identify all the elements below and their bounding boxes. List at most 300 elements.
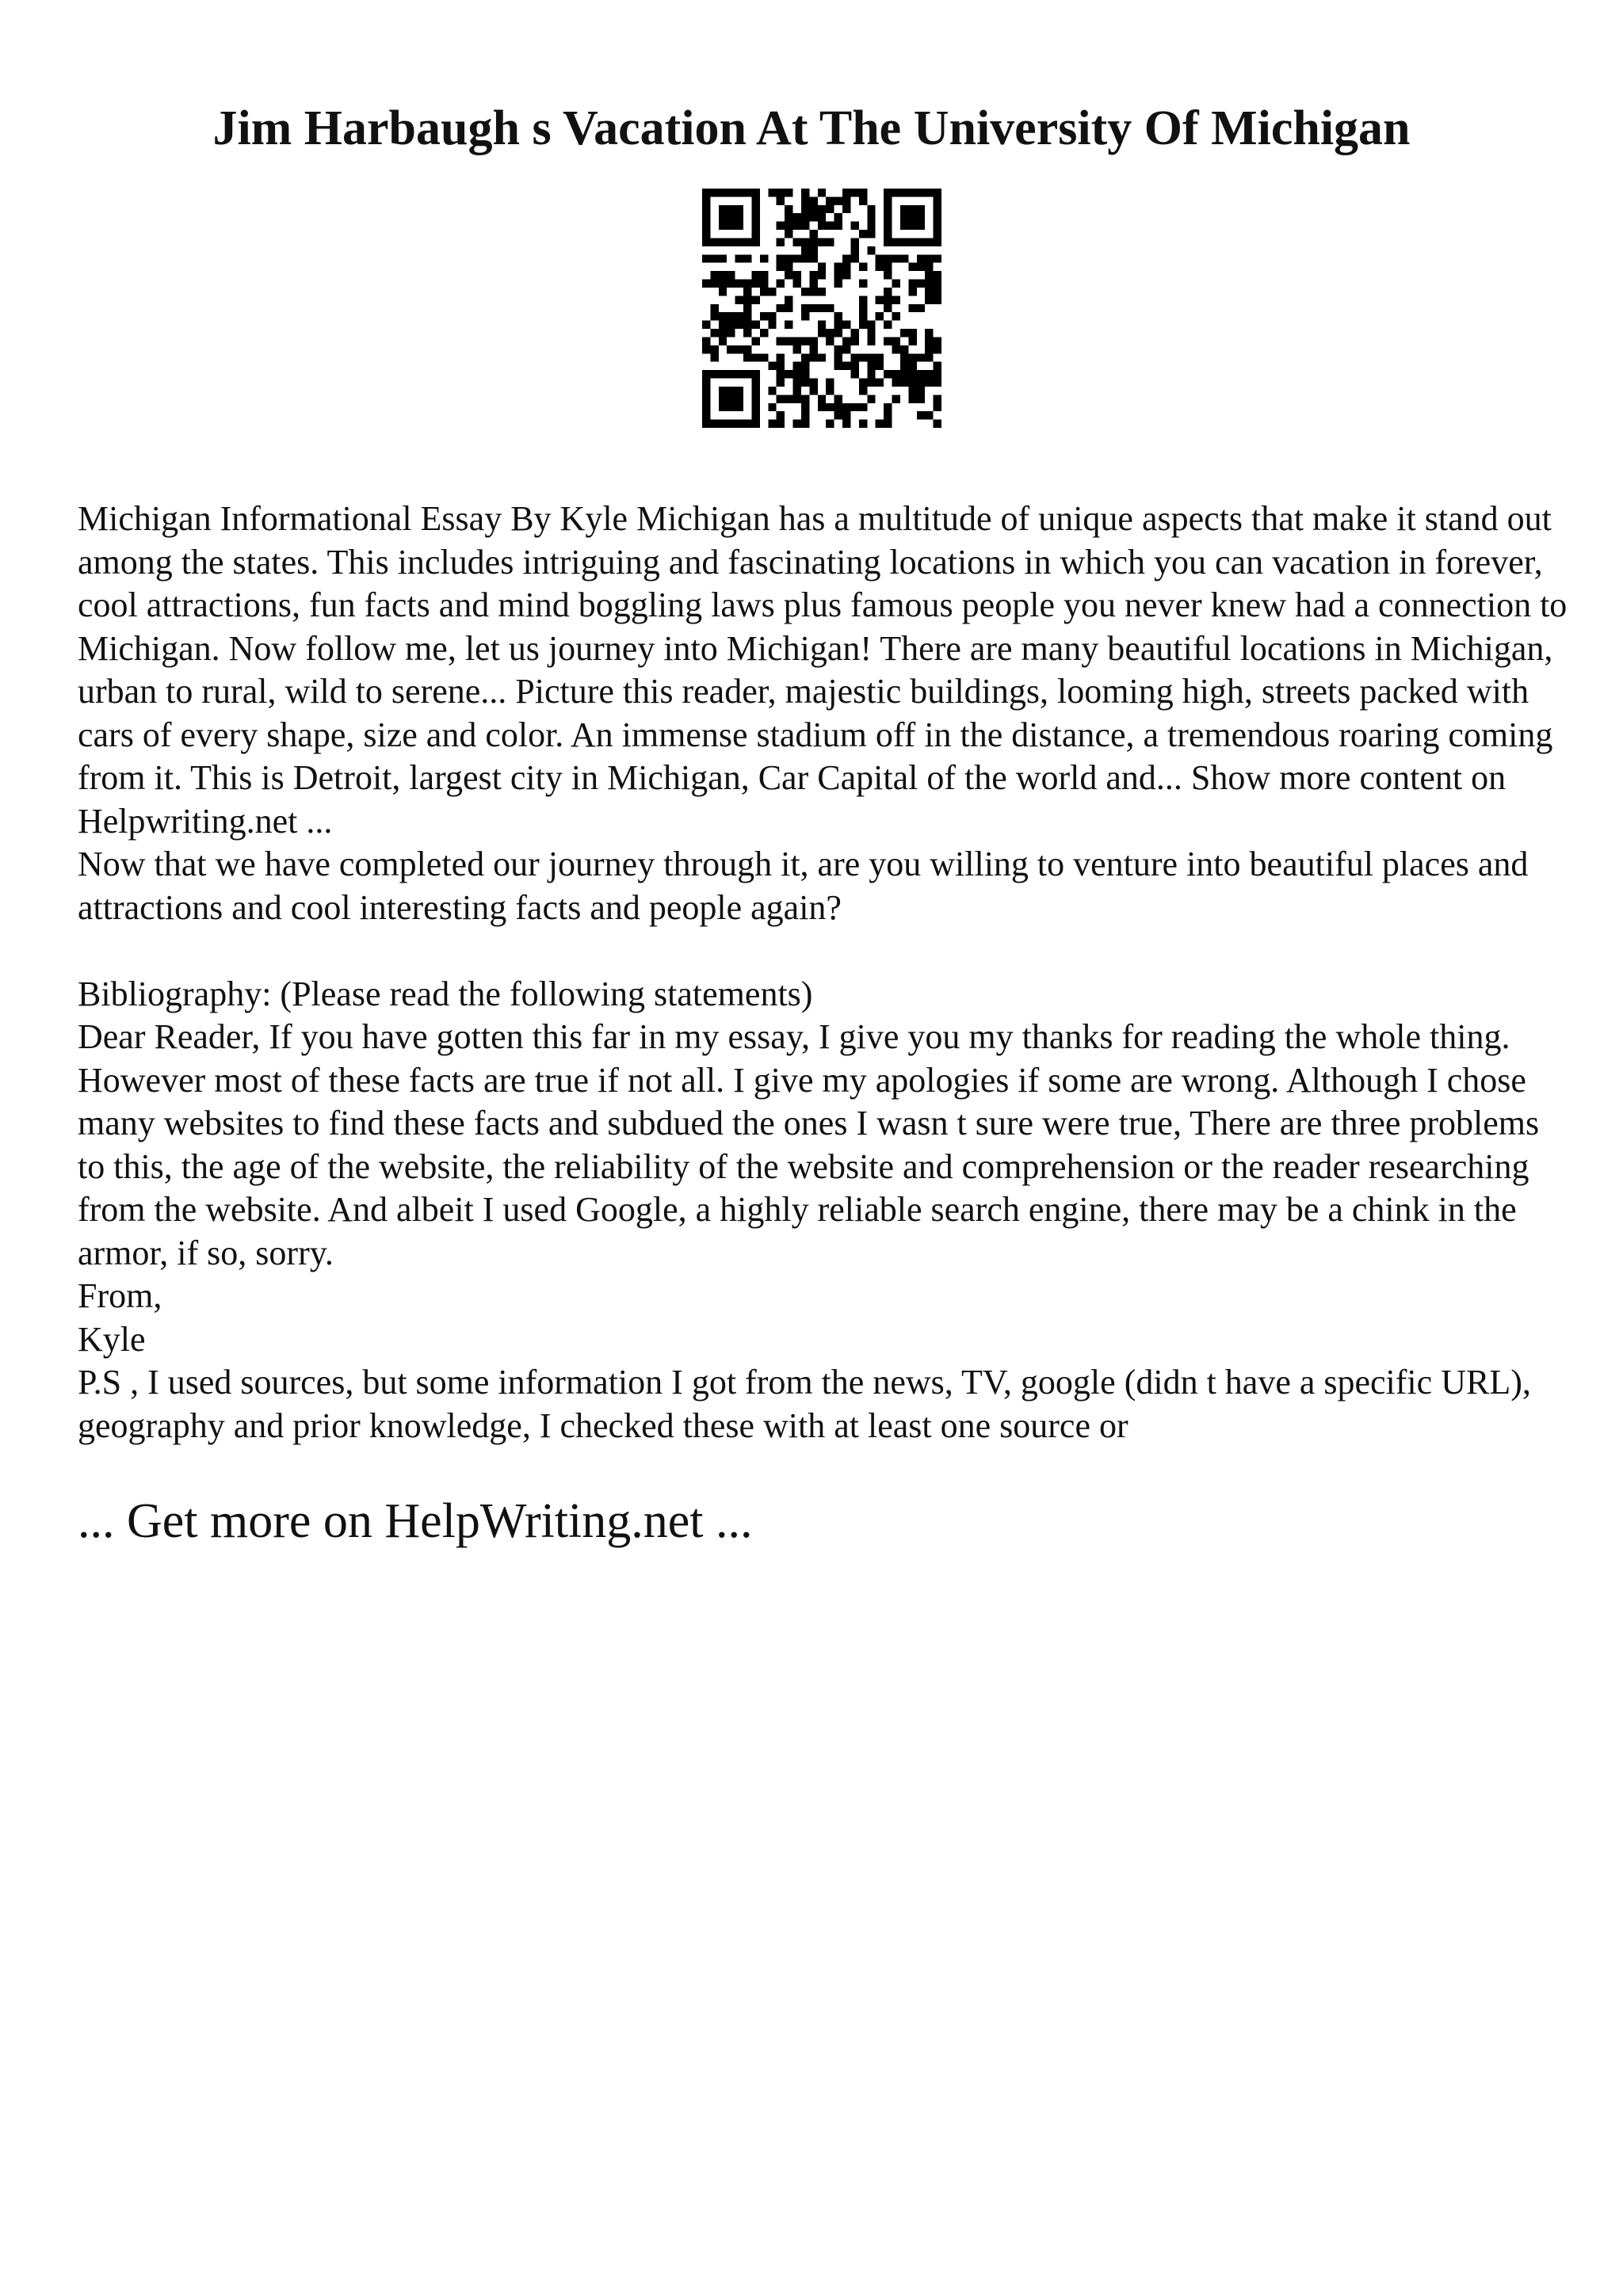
qr-module bbox=[785, 213, 792, 221]
qr-module bbox=[743, 329, 751, 337]
qr-module bbox=[702, 238, 710, 246]
qr-module bbox=[925, 288, 933, 296]
qr-module bbox=[719, 395, 727, 402]
qr-module bbox=[735, 345, 743, 353]
qr-module bbox=[826, 196, 834, 204]
qr-module bbox=[884, 230, 892, 238]
qr-module bbox=[892, 337, 900, 345]
qr-module bbox=[727, 387, 735, 395]
qr-module bbox=[785, 370, 792, 378]
qr-module bbox=[842, 263, 850, 271]
qr-module bbox=[917, 395, 925, 402]
get-more-link[interactable]: ... Get more on HelpWriting.net ... bbox=[78, 1494, 753, 1548]
qr-module bbox=[751, 395, 759, 402]
qr-module bbox=[777, 238, 785, 246]
qr-module bbox=[876, 362, 884, 370]
essay-paragraph-note: Dear Reader, If you have gotten this far in my essay, I give you my thanks for reading the whole thing. However most of these facts are true if not all. I give my apologies if some are wrong. Although I chose many websites to find these facts and subdued the ones I wasn t sure were true, There are three problems to this, the age of the website, the reliability of the website and comprehension or the reader researching from the website. And albeit I used Google, a highly reliable search engine, there may be a chink in the armor, if so, sorry. bbox=[78, 1017, 1540, 1272]
qr-module bbox=[892, 379, 900, 387]
qr-module bbox=[842, 420, 850, 428]
qr-module bbox=[777, 337, 785, 345]
qr-module bbox=[801, 304, 809, 312]
qr-module bbox=[768, 362, 776, 370]
qr-module bbox=[859, 379, 867, 387]
qr-module bbox=[917, 205, 925, 213]
qr-module bbox=[900, 238, 908, 246]
qr-module bbox=[710, 312, 718, 320]
qr-module bbox=[818, 213, 826, 221]
qr-module bbox=[710, 370, 718, 378]
qr-module bbox=[751, 411, 759, 419]
qr-module bbox=[801, 189, 809, 196]
qr-module bbox=[818, 263, 826, 271]
qr-module bbox=[777, 189, 785, 196]
qr-module bbox=[702, 213, 710, 221]
qr-module bbox=[842, 337, 850, 345]
qr-module bbox=[702, 254, 710, 262]
qr-module bbox=[934, 362, 941, 370]
qr-module bbox=[743, 189, 751, 196]
qr-module bbox=[884, 213, 892, 221]
qr-module bbox=[777, 263, 785, 271]
qr-module bbox=[793, 238, 801, 246]
qr-module bbox=[801, 337, 809, 345]
qr-module bbox=[743, 321, 751, 329]
qr-module bbox=[925, 280, 933, 288]
qr-module bbox=[751, 271, 759, 279]
qr-module bbox=[751, 370, 759, 378]
qr-module bbox=[834, 213, 842, 221]
qr-module bbox=[793, 271, 801, 279]
qr-module bbox=[735, 205, 743, 213]
qr-module bbox=[884, 403, 892, 411]
qr-module bbox=[892, 395, 900, 402]
qr-module bbox=[908, 395, 916, 402]
qr-module bbox=[809, 238, 817, 246]
qr-module bbox=[760, 353, 768, 361]
paragraph-spacer bbox=[78, 929, 1568, 973]
qr-module bbox=[777, 222, 785, 230]
qr-module bbox=[719, 288, 727, 296]
qr-module bbox=[735, 254, 743, 262]
qr-module bbox=[834, 263, 842, 271]
qr-module bbox=[785, 304, 792, 312]
qr-module bbox=[859, 353, 867, 361]
qr-module bbox=[900, 379, 908, 387]
qr-module bbox=[876, 254, 884, 262]
essay-paragraph-closing: Now that we have completed our journey through it, are you willing to venture into beautiful places and attractions and cool interesting facts and people again? bbox=[78, 845, 1529, 927]
qr-module bbox=[727, 420, 735, 428]
qr-module bbox=[785, 271, 792, 279]
qr-module bbox=[908, 304, 916, 312]
qr-module bbox=[743, 296, 751, 303]
qr-module bbox=[884, 271, 892, 279]
qr-module bbox=[751, 337, 759, 345]
qr-module bbox=[768, 387, 776, 395]
qr-module bbox=[727, 403, 735, 411]
qr-module bbox=[884, 222, 892, 230]
qr-module bbox=[925, 370, 933, 378]
qr-module bbox=[743, 345, 751, 353]
qr-module bbox=[735, 189, 743, 196]
qr-module bbox=[826, 337, 834, 345]
qr-module bbox=[867, 246, 875, 254]
qr-module bbox=[710, 353, 718, 361]
qr-module bbox=[908, 337, 916, 345]
qr-module bbox=[934, 189, 941, 196]
qr-module bbox=[908, 353, 916, 361]
qr-module bbox=[801, 288, 809, 296]
qr-module bbox=[760, 329, 768, 337]
qr-module bbox=[867, 230, 875, 238]
qr-module bbox=[850, 246, 858, 254]
qr-module bbox=[818, 321, 826, 329]
essay-body bbox=[78, 498, 1568, 1447]
qr-module bbox=[934, 288, 941, 296]
qr-module bbox=[859, 321, 867, 329]
qr-module bbox=[809, 288, 817, 296]
qr-module bbox=[793, 213, 801, 221]
qr-module bbox=[719, 387, 727, 395]
qr-module bbox=[809, 230, 817, 238]
qr-module bbox=[834, 353, 842, 361]
qr-module bbox=[727, 222, 735, 230]
qr-module bbox=[801, 379, 809, 387]
qr-module bbox=[735, 403, 743, 411]
qr-module bbox=[785, 337, 792, 345]
qr-module bbox=[719, 213, 727, 221]
qr-module bbox=[834, 403, 842, 411]
qr-module bbox=[719, 254, 727, 262]
qr-module bbox=[884, 288, 892, 296]
qr-module bbox=[785, 263, 792, 271]
qr-module bbox=[925, 337, 933, 345]
qr-module bbox=[727, 329, 735, 337]
qr-module bbox=[702, 205, 710, 213]
qr-module bbox=[917, 370, 925, 378]
qr-module bbox=[743, 254, 751, 262]
qr-module bbox=[842, 321, 850, 329]
qr-module bbox=[934, 420, 941, 428]
qr-module bbox=[801, 246, 809, 254]
qr-module bbox=[850, 337, 858, 345]
qr-module bbox=[751, 353, 759, 361]
qr-module bbox=[809, 280, 817, 288]
qr-module bbox=[751, 280, 759, 288]
qr-module bbox=[925, 238, 933, 246]
qr-code-graphic bbox=[702, 189, 941, 428]
qr-module bbox=[884, 196, 892, 204]
qr-module bbox=[702, 222, 710, 230]
qr-module bbox=[867, 222, 875, 230]
qr-module bbox=[834, 222, 842, 230]
qr-module bbox=[859, 189, 867, 196]
qr-module bbox=[743, 353, 751, 361]
qr-module bbox=[735, 312, 743, 320]
qr-module bbox=[850, 403, 858, 411]
qr-module bbox=[900, 362, 908, 370]
qr-module bbox=[884, 189, 892, 196]
qr-module bbox=[785, 296, 792, 303]
qr-module bbox=[934, 296, 941, 303]
qr-module bbox=[719, 321, 727, 329]
qr-module bbox=[908, 387, 916, 395]
qr-module bbox=[751, 321, 759, 329]
qr-module bbox=[850, 222, 858, 230]
qr-module bbox=[727, 312, 735, 320]
qr-module bbox=[884, 238, 892, 246]
qr-module bbox=[768, 189, 776, 196]
qr-module bbox=[751, 189, 759, 196]
qr-module bbox=[908, 329, 916, 337]
qr-module bbox=[719, 337, 727, 345]
qr-module bbox=[735, 280, 743, 288]
qr-module bbox=[760, 312, 768, 320]
qr-module bbox=[934, 345, 941, 353]
qr-module bbox=[826, 238, 834, 246]
qr-module bbox=[850, 329, 858, 337]
qr-module bbox=[751, 420, 759, 428]
qr-module bbox=[908, 238, 916, 246]
qr-module bbox=[917, 238, 925, 246]
qr-module bbox=[793, 387, 801, 395]
bibliography-heading: Bibliography: (Please read the following statements) bbox=[78, 974, 813, 1013]
qr-module bbox=[934, 222, 941, 230]
qr-module bbox=[834, 321, 842, 329]
qr-module bbox=[777, 254, 785, 262]
qr-module bbox=[809, 254, 817, 262]
qr-module bbox=[917, 280, 925, 288]
qr-module bbox=[859, 230, 867, 238]
qr-module bbox=[719, 312, 727, 320]
qr-module bbox=[801, 213, 809, 221]
qr-module bbox=[702, 337, 710, 345]
qr-module bbox=[710, 254, 718, 262]
qr-module bbox=[818, 288, 826, 296]
qr-module bbox=[842, 271, 850, 279]
qr-module bbox=[934, 238, 941, 246]
qr-module bbox=[842, 345, 850, 353]
qr-module bbox=[777, 304, 785, 312]
qr-module bbox=[809, 337, 817, 345]
qr-module bbox=[751, 238, 759, 246]
qr-module bbox=[884, 296, 892, 303]
qr-module bbox=[710, 420, 718, 428]
qr-module bbox=[710, 280, 718, 288]
qr-module bbox=[809, 353, 817, 361]
qr-module bbox=[801, 353, 809, 361]
qr-module bbox=[908, 222, 916, 230]
qr-module bbox=[809, 271, 817, 279]
qr-module bbox=[925, 296, 933, 303]
qr-module bbox=[842, 411, 850, 419]
qr-module bbox=[809, 246, 817, 254]
qr-module bbox=[727, 271, 735, 279]
qr-module bbox=[702, 189, 710, 196]
qr-module bbox=[925, 345, 933, 353]
qr-module bbox=[818, 205, 826, 213]
qr-module bbox=[719, 329, 727, 337]
qr-module bbox=[719, 420, 727, 428]
qr-module bbox=[826, 329, 834, 337]
qr-module bbox=[934, 337, 941, 345]
qr-module bbox=[702, 411, 710, 419]
qr-module bbox=[934, 370, 941, 378]
qr-module bbox=[735, 420, 743, 428]
essay-paragraph-ps: P.S , I used sources, but some information I got from the news, TV, google (didn t have a specific URL), geography and prior knowledge, I checked these with at least one source or bbox=[78, 1363, 1531, 1445]
qr-module bbox=[908, 370, 916, 378]
qr-module bbox=[751, 403, 759, 411]
qr-module bbox=[859, 196, 867, 204]
qr-module bbox=[801, 420, 809, 428]
qr-module bbox=[793, 280, 801, 288]
essay-paragraph-intro: Michigan Informational Essay By Kyle Michigan has a multitude of unique aspects that make it stand out among the states. This includes intriguing and fascinating locations in which you can vacation in forever, cool attractions, fun facts and mind boggling laws plus famous people you never knew had a connection to Michigan. Now follow me, let us journey into Michigan! There are many beautiful locations in Michigan, urban to rural, wild to serene... Picture this reader, majestic buildings, looming high, streets packed with cars of every shape, size and color. An immense stadium off in the distance, a tremendous roaring coming from it. This is Detroit, largest city in Michigan, Car Capital of the world and... Show more content on Helpwriting.net ... bbox=[78, 499, 1568, 841]
document-title: Jim Harbaugh s Vacation At The University Of Michigan bbox=[212, 101, 1411, 155]
qr-module bbox=[884, 254, 892, 262]
qr-module bbox=[785, 222, 792, 230]
qr-module bbox=[900, 254, 908, 262]
qr-module bbox=[719, 403, 727, 411]
qr-module bbox=[934, 280, 941, 288]
qr-module bbox=[900, 353, 908, 361]
qr-module bbox=[777, 362, 785, 370]
qr-module bbox=[900, 329, 908, 337]
qr-module bbox=[801, 395, 809, 402]
qr-module bbox=[785, 395, 792, 402]
qr-module bbox=[917, 222, 925, 230]
qr-module bbox=[826, 304, 834, 312]
qr-module bbox=[859, 304, 867, 312]
qr-module bbox=[809, 196, 817, 204]
qr-module bbox=[876, 296, 884, 303]
qr-module bbox=[727, 321, 735, 329]
qr-module bbox=[884, 263, 892, 271]
qr-module bbox=[777, 370, 785, 378]
qr-module bbox=[826, 420, 834, 428]
qr-module bbox=[925, 329, 933, 337]
qr-module bbox=[702, 230, 710, 238]
qr-module bbox=[760, 280, 768, 288]
qr-module bbox=[867, 370, 875, 378]
qr-module bbox=[793, 395, 801, 402]
qr-module bbox=[760, 288, 768, 296]
signoff-name: Kyle bbox=[78, 1319, 146, 1359]
qr-module bbox=[900, 205, 908, 213]
qr-module bbox=[842, 205, 850, 213]
qr-module bbox=[859, 312, 867, 320]
qr-module bbox=[809, 304, 817, 312]
qr-module bbox=[908, 288, 916, 296]
qr-module bbox=[801, 312, 809, 320]
qr-module bbox=[876, 379, 884, 387]
qr-module bbox=[934, 196, 941, 204]
qr-module bbox=[727, 370, 735, 378]
qr-module bbox=[917, 254, 925, 262]
qr-module bbox=[850, 189, 858, 196]
qr-module bbox=[908, 280, 916, 288]
qr-module bbox=[743, 288, 751, 296]
qr-module bbox=[884, 321, 892, 329]
qr-module bbox=[867, 353, 875, 361]
qr-module bbox=[859, 387, 867, 395]
qr-module bbox=[702, 387, 710, 395]
qr-module bbox=[768, 321, 776, 329]
qr-module bbox=[818, 403, 826, 411]
qr-module bbox=[743, 420, 751, 428]
qr-module bbox=[900, 370, 908, 378]
qr-module bbox=[925, 379, 933, 387]
qr-module bbox=[908, 189, 916, 196]
qr-module bbox=[710, 304, 718, 312]
qr-module bbox=[710, 329, 718, 337]
qr-module bbox=[710, 189, 718, 196]
qr-module bbox=[809, 379, 817, 387]
qr-module bbox=[876, 420, 884, 428]
qr-module bbox=[842, 403, 850, 411]
qr-module bbox=[917, 411, 925, 419]
qr-module bbox=[751, 205, 759, 213]
qr-module bbox=[743, 312, 751, 320]
qr-module bbox=[908, 205, 916, 213]
qr-module bbox=[892, 370, 900, 378]
qr-module bbox=[925, 411, 933, 419]
qr-module bbox=[934, 395, 941, 402]
qr-module bbox=[826, 205, 834, 213]
qr-module bbox=[934, 254, 941, 262]
qr-module bbox=[801, 205, 809, 213]
qr-module bbox=[760, 271, 768, 279]
qr-module bbox=[925, 271, 933, 279]
qr-module bbox=[743, 370, 751, 378]
qr-module bbox=[850, 254, 858, 262]
qr-module bbox=[719, 271, 727, 279]
qr-module bbox=[900, 213, 908, 221]
qr-module bbox=[702, 403, 710, 411]
qr-module bbox=[818, 271, 826, 279]
qr-module bbox=[735, 238, 743, 246]
qr-module bbox=[834, 196, 842, 204]
qr-module bbox=[850, 238, 858, 246]
qr-module bbox=[727, 238, 735, 246]
qr-module bbox=[735, 370, 743, 378]
qr-module bbox=[826, 379, 834, 387]
qr-module bbox=[818, 329, 826, 337]
qr-module bbox=[934, 213, 941, 221]
qr-module bbox=[917, 213, 925, 221]
qr-module bbox=[867, 362, 875, 370]
qr-module bbox=[850, 370, 858, 378]
qr-module bbox=[842, 196, 850, 204]
qr-module bbox=[801, 222, 809, 230]
qr-module bbox=[834, 362, 842, 370]
qr-module bbox=[859, 280, 867, 288]
qr-module bbox=[777, 411, 785, 419]
qr-module bbox=[908, 379, 916, 387]
qr-module bbox=[809, 345, 817, 353]
qr-module bbox=[917, 387, 925, 395]
qr-module bbox=[917, 379, 925, 387]
qr-module bbox=[751, 213, 759, 221]
qr-module bbox=[917, 263, 925, 271]
qr-module bbox=[777, 395, 785, 402]
qr-module bbox=[702, 370, 710, 378]
qr-module bbox=[876, 353, 884, 361]
qr-module bbox=[867, 205, 875, 213]
qr-module bbox=[867, 337, 875, 345]
qr-module bbox=[727, 395, 735, 402]
qr-module bbox=[867, 321, 875, 329]
qr-module bbox=[735, 213, 743, 221]
qr-module bbox=[735, 387, 743, 395]
